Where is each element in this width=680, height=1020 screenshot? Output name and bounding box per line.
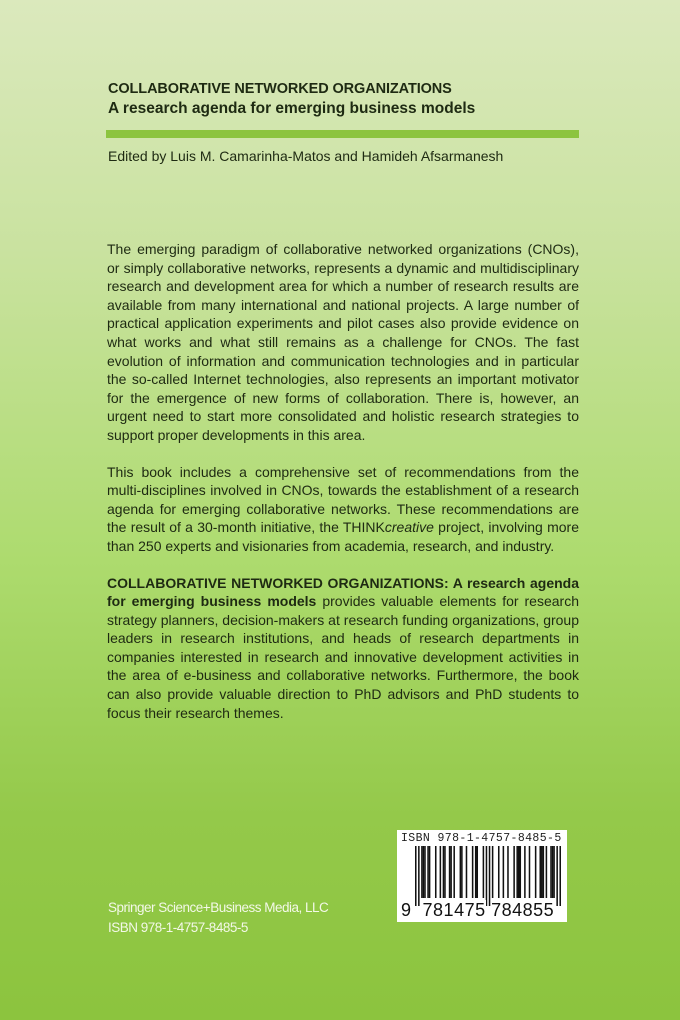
barcode-bar	[516, 846, 518, 898]
barcode-bar	[498, 846, 500, 898]
barcode-bar	[423, 846, 425, 898]
paragraph-3	[107, 574, 579, 723]
barcode-bar	[427, 846, 429, 898]
barcode-bar	[518, 846, 520, 898]
publisher-isbn: ISBN 978-1-4757-8485-5	[108, 920, 248, 935]
paragraph-1: The emerging paradigm of collaborative networked organizations (CNOs), or simply collaborative networks, represents a dynamic and multidisciplinary research and development area for which a number of research results are available from many international and national projects. A large number of practical application experiments and pilot cases also provide evidence on what works and what still remains as a challenge for CNOs. The fast evolution of information and communication technologies and in particular the so-called Internet technologies, also represents an important motivator for the emergence of new forms of collaboration. There is, however, an urgent need to start more consolidated and holistic research strategies to support proper developments in this area.	[107, 241, 579, 443]
book-subtitle: A research agenda for emerging business models	[108, 100, 476, 117]
p2-text: This book includes a comprehensive set of recommendations from the multi-disciplines involved in CNOs, towards the establishment of a research agenda for emerging collaborative networks. These recommendations are the result of a 30-month initiative, the THINK	[107, 463, 579, 536]
publisher-block	[108, 898, 328, 938]
barcode-bar	[556, 846, 558, 906]
barcode-bar	[418, 846, 420, 906]
p2-italic: creative	[384, 519, 434, 536]
barcode-bar	[541, 846, 543, 898]
barcode-bar	[550, 846, 552, 898]
barcode-bar	[435, 846, 437, 898]
barcode-bar	[503, 846, 505, 898]
p3-bold-title: COLLABORATIVE NETWORKED ORGANIZATIONS: A research agenda for emerging business models	[107, 574, 579, 610]
barcode-bar	[415, 846, 417, 906]
green-divider	[106, 130, 579, 138]
barcode-bar	[520, 846, 522, 898]
barcode-bar	[449, 846, 451, 898]
barcode-bar	[539, 846, 541, 898]
barcode-bar	[524, 846, 526, 898]
barcode-bar	[483, 846, 485, 898]
barcode-bar	[535, 846, 537, 898]
barcode-bars	[415, 846, 561, 906]
editors-line: Edited by Luis M. Camarinha-Matos and Hamideh Afsarmanesh	[108, 148, 504, 164]
barcode-bar	[440, 846, 442, 898]
barcode-bar	[429, 846, 431, 898]
barcode-bar	[421, 846, 423, 898]
barcode-digits-right: 784855	[491, 900, 555, 920]
paragraph-2	[107, 463, 579, 556]
barcode-bar	[492, 846, 494, 898]
barcode-bar	[466, 846, 468, 898]
barcode-bar	[489, 846, 491, 906]
barcode-isbn-label: ISBN 978-1-4757-8485-5	[401, 832, 562, 845]
barcode-bar	[443, 846, 445, 898]
barcode-digit-first: 9	[401, 900, 412, 920]
barcode-bar	[552, 846, 554, 898]
barcode-bar	[476, 846, 478, 898]
barcode-bar	[450, 846, 452, 898]
barcode-bar	[460, 846, 462, 898]
barcode-bar	[486, 846, 488, 906]
barcode-bar	[424, 846, 426, 898]
book-title: COLLABORATIVE NETWORKED ORGANIZATIONS	[108, 81, 452, 97]
barcode-bar	[529, 846, 531, 898]
barcode-digits	[401, 900, 554, 921]
barcode-bar	[543, 846, 545, 898]
isbn-barcode	[397, 830, 567, 922]
barcode-bar	[472, 846, 474, 898]
barcode-bar	[559, 846, 561, 906]
barcode-bar	[513, 846, 515, 898]
barcode-digits-left: 781475	[422, 900, 486, 920]
barcode-bar	[507, 846, 509, 898]
barcode-bar	[453, 846, 455, 898]
p2-text-end: project, involving more than 250 experts and visionaries from academia, research, and industry.	[107, 519, 579, 554]
p3-text: provides valuable elements for research strategy planners, decision-makers at research funding organizations, group leaders in research institutions, and heads of research departments in companies interested in research and innovative development activities in the area of e-business and collaborative networks. Furthermore, the book can also provide valuable direction to PhD advisors and PhD students to focus their research themes.	[107, 593, 579, 721]
barcode-bar	[553, 846, 555, 898]
barcode-bar	[461, 846, 463, 898]
barcode-bar	[475, 846, 477, 898]
publisher-name: Springer Science+Business Media, LLC	[108, 900, 329, 915]
barcode-bar	[546, 846, 548, 898]
description	[107, 240, 579, 740]
barcode-bar	[444, 846, 446, 898]
